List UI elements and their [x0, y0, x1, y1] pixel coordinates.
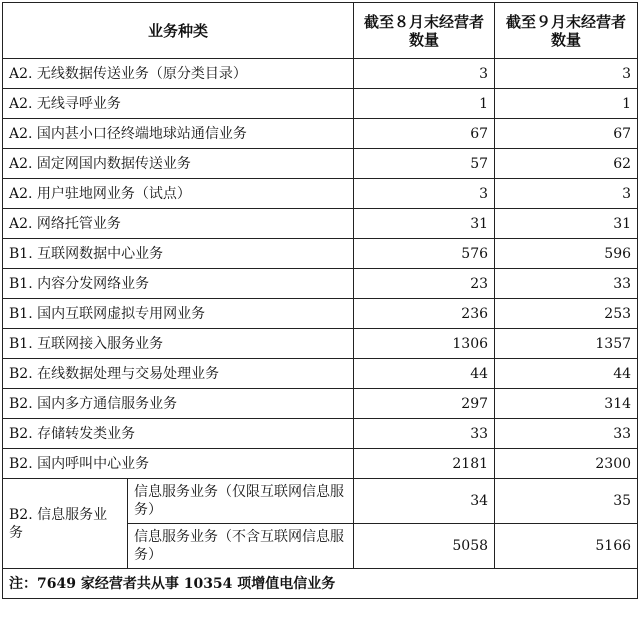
table-row	[3, 239, 638, 269]
row-sep: 33	[495, 269, 638, 299]
row-sep: 253	[495, 299, 638, 329]
table-row	[3, 329, 638, 359]
row-category: B2. 国内多方通信服务业务	[3, 389, 354, 419]
row-category: A2. 固定网国内数据传送业务	[3, 149, 354, 179]
row-category: A2. 用户驻地网业务（试点）	[3, 179, 354, 209]
row-aug: 44	[354, 359, 495, 389]
row-category: B2. 存储转发类业务	[3, 419, 354, 449]
row-category: 信息服务业务（不含互联网信息服务）	[128, 524, 354, 569]
row-aug: 31	[354, 209, 495, 239]
row-aug: 1306	[354, 329, 495, 359]
table-row	[3, 389, 638, 419]
row-sep: 1357	[495, 329, 638, 359]
row-category: B1. 互联网接入服务业务	[3, 329, 354, 359]
row-aug: 1	[354, 89, 495, 119]
table-note: 注：7649 家经营者共从事 10354 项增值电信业务	[3, 569, 638, 599]
row-category: A2. 无线寻呼业务	[3, 89, 354, 119]
row-category: B1. 国内互联网虚拟专用网业务	[3, 299, 354, 329]
row-sep: 44	[495, 359, 638, 389]
table-body	[3, 59, 638, 599]
row-sep: 31	[495, 209, 638, 239]
table-row	[3, 179, 638, 209]
row-category: B2. 在线数据处理与交易处理业务	[3, 359, 354, 389]
row-aug: 576	[354, 239, 495, 269]
row-aug: 5058	[354, 524, 495, 569]
row-sep: 1	[495, 89, 638, 119]
table-row	[3, 89, 638, 119]
row-aug: 57	[354, 149, 495, 179]
telecom-business-table	[2, 2, 638, 599]
row-sep: 314	[495, 389, 638, 419]
row-aug: 33	[354, 419, 495, 449]
note-row	[3, 569, 638, 599]
row-sep: 33	[495, 419, 638, 449]
row-category: B2. 国内呼叫中心业务	[3, 449, 354, 479]
table-row	[3, 449, 638, 479]
header-category: 业务种类	[3, 3, 354, 59]
table-row	[3, 119, 638, 149]
row-category: 信息服务业务（仅限互联网信息服务）	[128, 479, 354, 524]
table-row	[3, 269, 638, 299]
row-category: B1. 内容分发网络业务	[3, 269, 354, 299]
row-category: A2. 国内甚小口径终端地球站通信业务	[3, 119, 354, 149]
row-aug: 3	[354, 179, 495, 209]
table-row	[3, 359, 638, 389]
table-row	[3, 479, 638, 524]
row-sep: 2300	[495, 449, 638, 479]
table-row	[3, 209, 638, 239]
row-aug: 23	[354, 269, 495, 299]
header-aug: 截至８月末经营者数量	[354, 3, 495, 59]
row-category: B1. 互联网数据中心业务	[3, 239, 354, 269]
row-category: A2. 网络托管业务	[3, 209, 354, 239]
row-aug: 3	[354, 59, 495, 89]
row-sep: 35	[495, 479, 638, 524]
header-sep: 截至９月末经营者数量	[495, 3, 638, 59]
row-sep: 62	[495, 149, 638, 179]
row-sep: 3	[495, 59, 638, 89]
table-row	[3, 59, 638, 89]
table-row	[3, 419, 638, 449]
row-category: A2. 无线数据传送业务（原分类目录）	[3, 59, 354, 89]
row-aug: 2181	[354, 449, 495, 479]
row-aug: 34	[354, 479, 495, 524]
row-aug: 297	[354, 389, 495, 419]
info-group-label: B2. 信息服务业务	[3, 479, 128, 569]
table-row	[3, 299, 638, 329]
table-row	[3, 149, 638, 179]
row-sep: 5166	[495, 524, 638, 569]
row-sep: 67	[495, 119, 638, 149]
row-aug: 236	[354, 299, 495, 329]
row-sep: 596	[495, 239, 638, 269]
row-aug: 67	[354, 119, 495, 149]
row-sep: 3	[495, 179, 638, 209]
